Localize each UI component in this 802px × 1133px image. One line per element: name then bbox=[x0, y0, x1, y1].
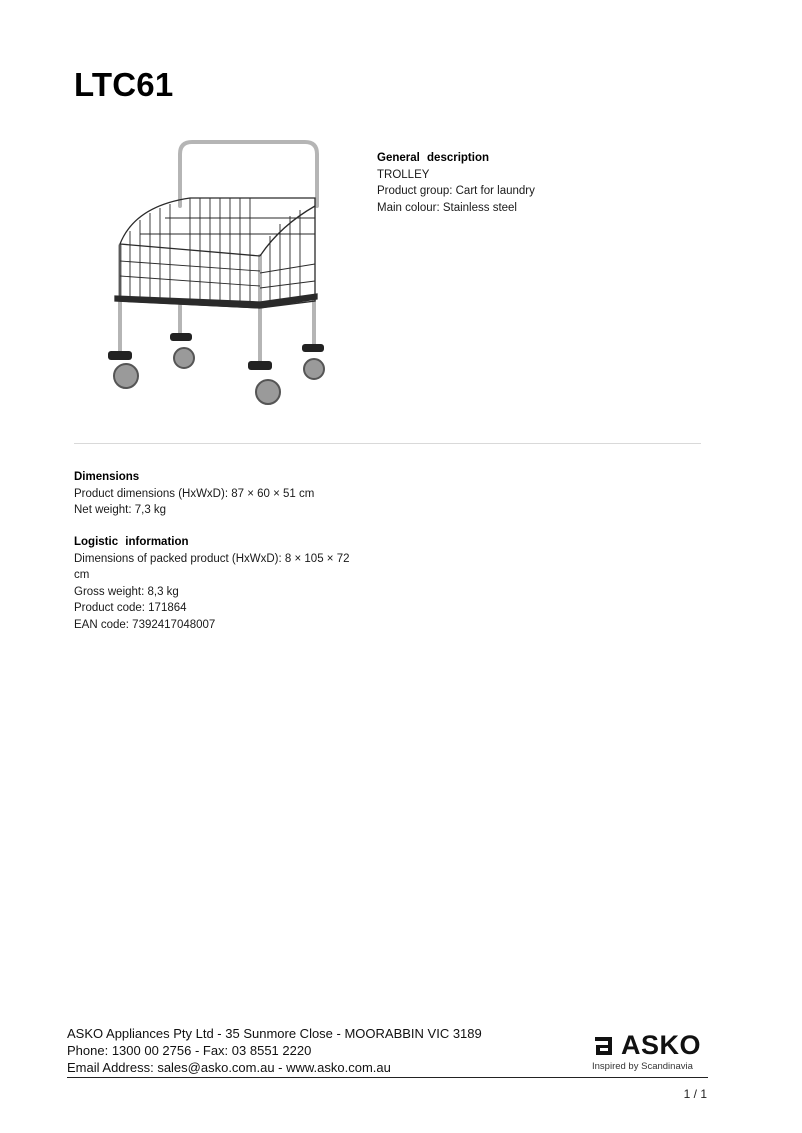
product-group: Product group: Cart for laundry bbox=[377, 185, 535, 197]
product-model-title: LTC61 bbox=[74, 66, 174, 103]
main-colour: Main colour: Stainless steel bbox=[377, 201, 517, 214]
logistic-heading: Logistic information bbox=[74, 536, 189, 548]
ean-code: EAN code: 7392417048007 bbox=[74, 618, 216, 631]
product-image bbox=[100, 136, 340, 416]
product-code: Product code: 171864 bbox=[74, 602, 187, 614]
dimensions-section bbox=[74, 469, 374, 519]
footer-contact bbox=[67, 1025, 482, 1076]
general-description bbox=[377, 150, 535, 216]
logistic-section bbox=[74, 534, 364, 633]
section-divider bbox=[74, 443, 701, 444]
packed-dimensions: Dimensions of packed product (HxWxD): 8 × 105 × 72 cm bbox=[74, 552, 350, 581]
footer-divider bbox=[67, 1077, 708, 1078]
asko-logo bbox=[590, 1030, 710, 1074]
page-number: 1 / 1 bbox=[683, 1087, 707, 1101]
footer-email-line: Email Address: sales@asko.com.au - www.asko.com.au bbox=[67, 1060, 391, 1075]
asko-logo-tagline: Inspired by Scandinavia bbox=[592, 1061, 693, 1072]
footer-company-line: ASKO Appliances Pty Ltd - 35 Sunmore Close - MOORABBIN VIC 3189 bbox=[67, 1026, 482, 1041]
footer-phone-line: Phone: 1300 00 2756 - Fax: 03 8551 2220 bbox=[67, 1043, 312, 1058]
asko-logo-mark-icon bbox=[593, 1034, 615, 1056]
asko-logo-word: ASKO bbox=[621, 1030, 702, 1060]
dimensions-heading: Dimensions bbox=[74, 471, 140, 483]
general-description-heading: General description bbox=[377, 152, 490, 164]
net-weight: Net weight: 7,3 kg bbox=[74, 504, 167, 516]
gross-weight: Gross weight: 8,3 kg bbox=[74, 585, 179, 598]
product-dimensions: Product dimensions (HxWxD): 87 × 60 × 51 cm bbox=[74, 487, 315, 500]
product-type: TROLLEY bbox=[377, 168, 430, 181]
